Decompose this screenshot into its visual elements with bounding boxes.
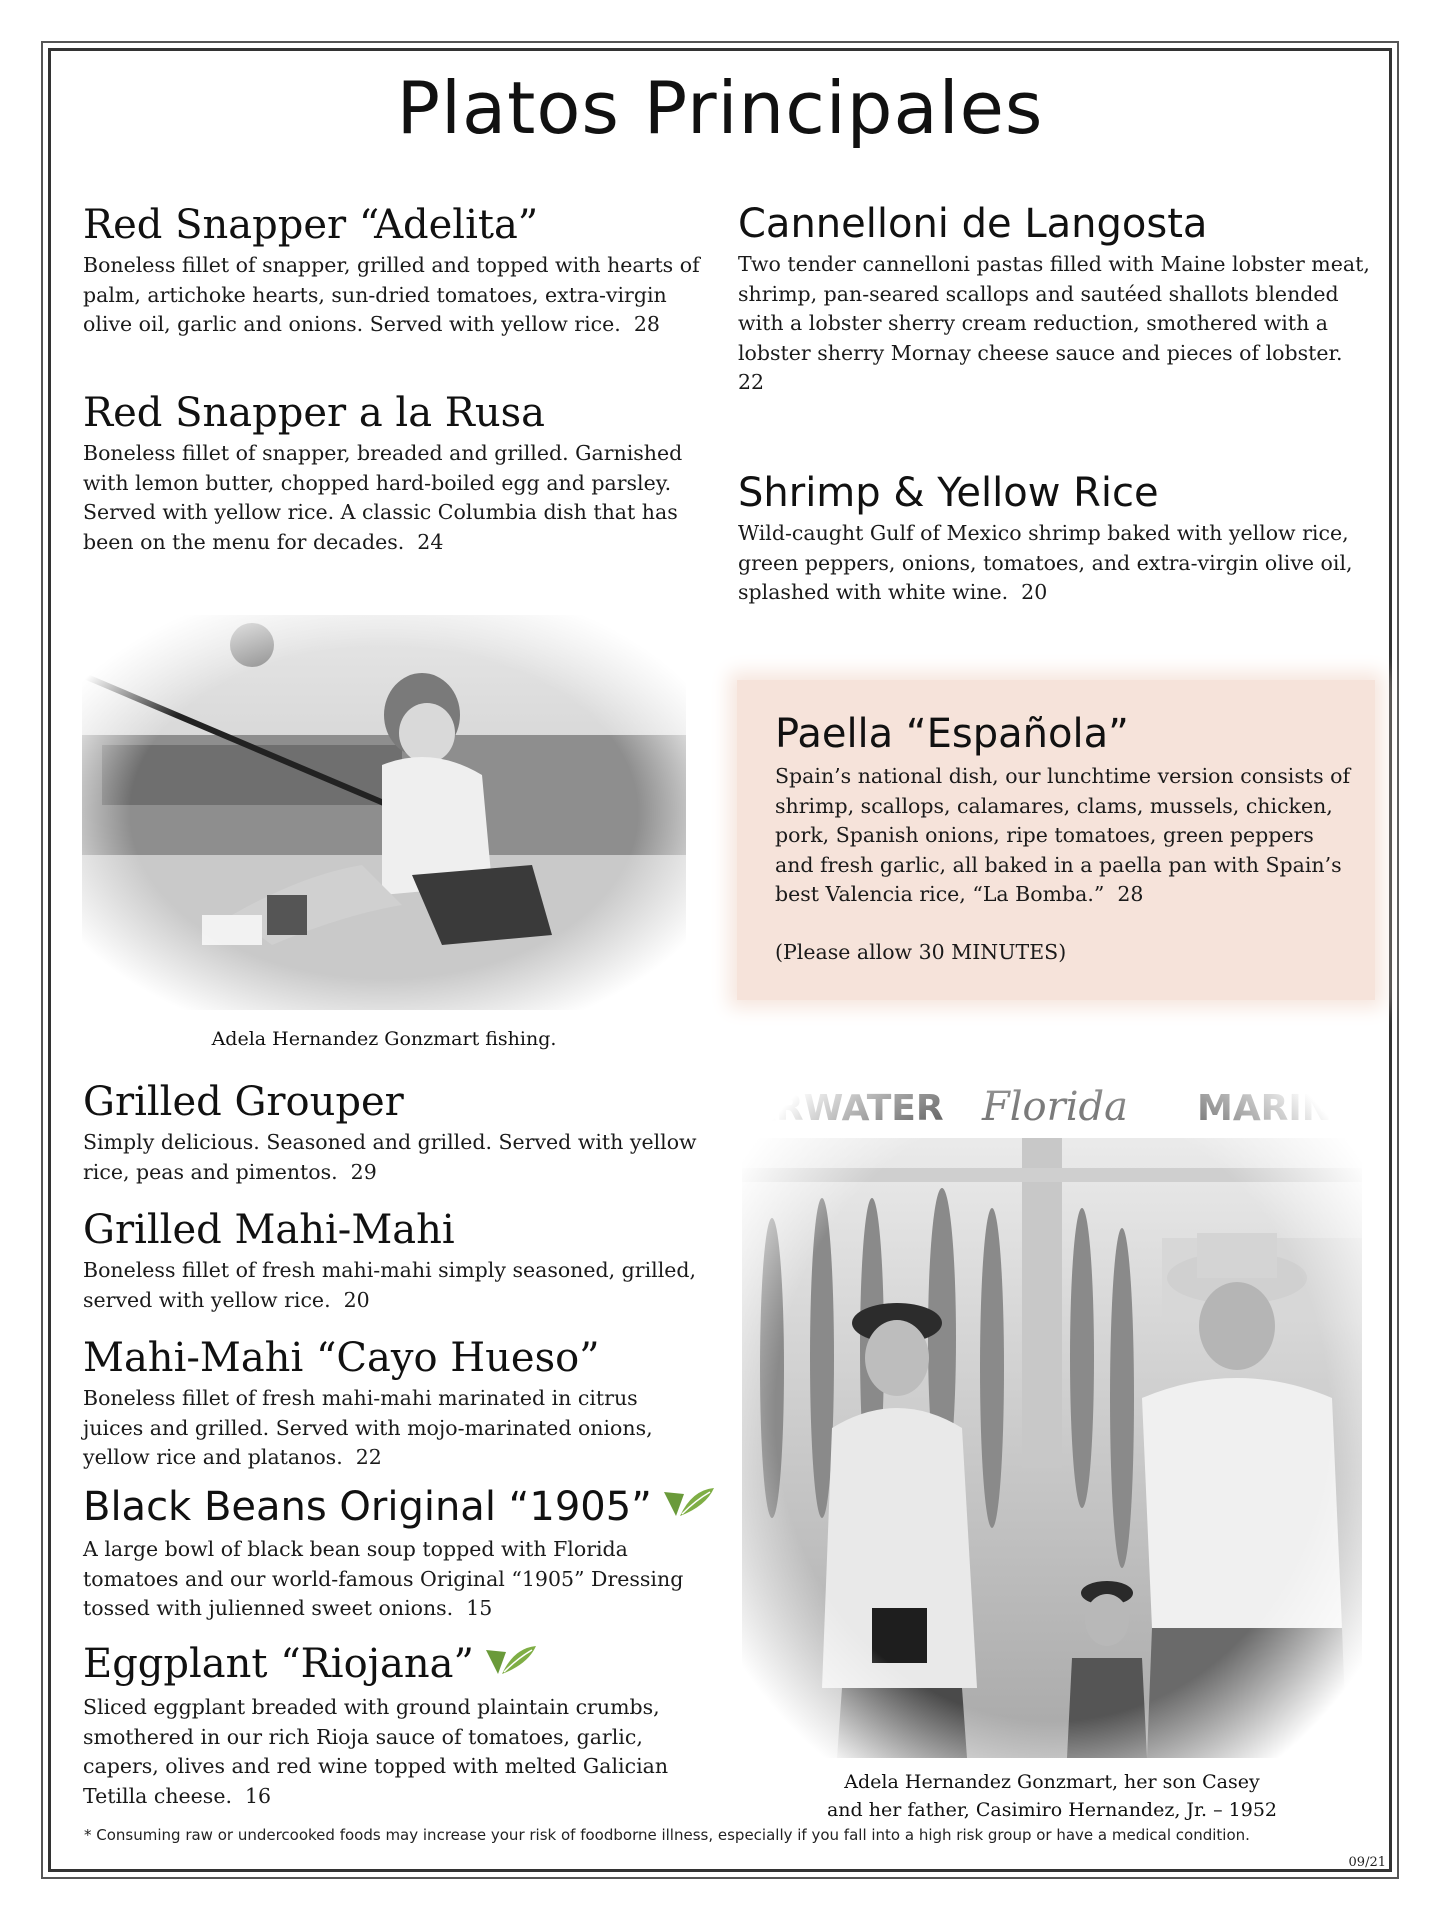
caption-line-1: Adela Hernandez Gonzmart, her son Casey <box>844 1771 1260 1793</box>
caption-marina <box>742 1768 1362 1824</box>
page-title: Platos Principales <box>396 66 1044 150</box>
dish-grilled-mahi-mahi <box>83 1206 703 1315</box>
featured-dish-name: Paella “Española” <box>775 711 1129 757</box>
vegetarian-leaf-icon <box>484 1643 538 1691</box>
dish-name: Red Snapper “Adelita” <box>83 202 539 248</box>
dish-description: Boneless fillet of fresh mahi-mahi simply seasoned, grilled, served with yellow rice. 20 <box>83 1258 697 1312</box>
dish-description: Boneless fillet of fresh mahi-mahi marinated in citrus juices and grilled. Served with mojo-marinated onions, yellow rice and platanos. 22 <box>83 1386 653 1469</box>
dish-red-snapper-rusa <box>83 389 703 557</box>
dish-name: Grilled Mahi-Mahi <box>83 1207 455 1253</box>
dish-name-row <box>83 1483 703 1533</box>
dish-description: Sliced eggplant breaded with ground plaintain crumbs, smothered in our rich Rioja sauce of tomatoes, garlic, capers, olives and red wine topped with melted Galician Tetilla cheese. 16 <box>83 1695 669 1808</box>
dish-name: Red Snapper a la Rusa <box>83 390 546 436</box>
dish-name: Black Beans Original “1905” <box>83 1484 652 1530</box>
dish-black-beans-1905 <box>83 1483 703 1624</box>
featured-dish-note: (Please allow 30 MINUTES) <box>775 940 1067 964</box>
dish-description: Wild-caught Gulf of Mexico shrimp baked with yellow rice, green peppers, onions, tomatoes, and extra-virgin olive oil, splashed with white wine. 20 <box>738 521 1353 604</box>
dish-description: Boneless fillet of snapper, breaded and grilled. Garnished with lemon butter, chopped hard-boiled egg and parsley. Served with yellow rice. A classic Columbia dish that has been on the menu for decades. 24 <box>83 441 683 554</box>
dish-mahi-mahi-cayo-hueso <box>83 1334 703 1473</box>
dish-name: Grilled Grouper <box>83 1079 404 1125</box>
dish-name: Mahi-Mahi “Cayo Hueso” <box>83 1335 600 1381</box>
caption-fishing: Adela Hernandez Gonzmart fishing. <box>211 1028 557 1050</box>
dish-cannelloni-langosta <box>738 200 1378 398</box>
featured-dish-description: Spain’s national dish, our lunchtime version consists of shrimp, scallops, calamares, clams, mussels, chicken, pork, Spanish onions, ripe tomatoes, green peppers and fresh garlic, all baked in a paella pan with Spain’s best Valencia rice, “La Bomba.” 28 <box>775 764 1351 906</box>
dish-name-row <box>83 1640 703 1691</box>
vegetarian-leaf-icon <box>662 1485 716 1533</box>
dish-name: Shrimp & Yellow Rice <box>738 470 1159 516</box>
dish-name: Eggplant “Riojana” <box>83 1641 474 1687</box>
caption-line-2: and her father, Casimiro Hernandez, Jr. – 1952 <box>826 1799 1278 1821</box>
dish-red-snapper-adelita <box>83 201 703 340</box>
dish-shrimp-yellow-rice <box>738 469 1378 608</box>
health-disclaimer: * Consuming raw or undercooked foods may increase your risk of foodborne illness, especially if you fall into a high risk group or have a medical condition. <box>84 1826 1250 1844</box>
dish-description: Boneless fillet of snapper, grilled and topped with hearts of palm, artichoke hearts, sun-dried tomatoes, extra-virgin olive oil, garlic and onions. Served with yellow rice. 28 <box>83 253 700 336</box>
photo-marina-family <box>742 1068 1362 1758</box>
dish-name: Cannelloni de Langosta <box>738 201 1208 247</box>
dish-description: Two tender cannelloni pastas filled with Maine lobster meat, shrimp, pan-seared scallops and sautéed shallots blended with a lobster sherry cream reduction, smothered with a lobster sherry Mornay cheese sauce and pieces of lobster. 22 <box>738 252 1370 394</box>
dish-eggplant-riojana <box>83 1640 703 1811</box>
featured-paella-box <box>737 680 1375 1000</box>
menu-version: 09/21 <box>1348 1855 1386 1870</box>
dish-grilled-grouper <box>83 1078 703 1187</box>
photo-adela-fishing <box>82 615 686 1010</box>
dish-description: A large bowl of black bean soup topped with Florida tomatoes and our world-famous Original “1905” Dressing tossed with julienned sweet onions. 15 <box>83 1537 684 1620</box>
dish-description: Simply delicious. Seasoned and grilled. Served with yellow rice, peas and pimentos. 29 <box>83 1130 697 1184</box>
